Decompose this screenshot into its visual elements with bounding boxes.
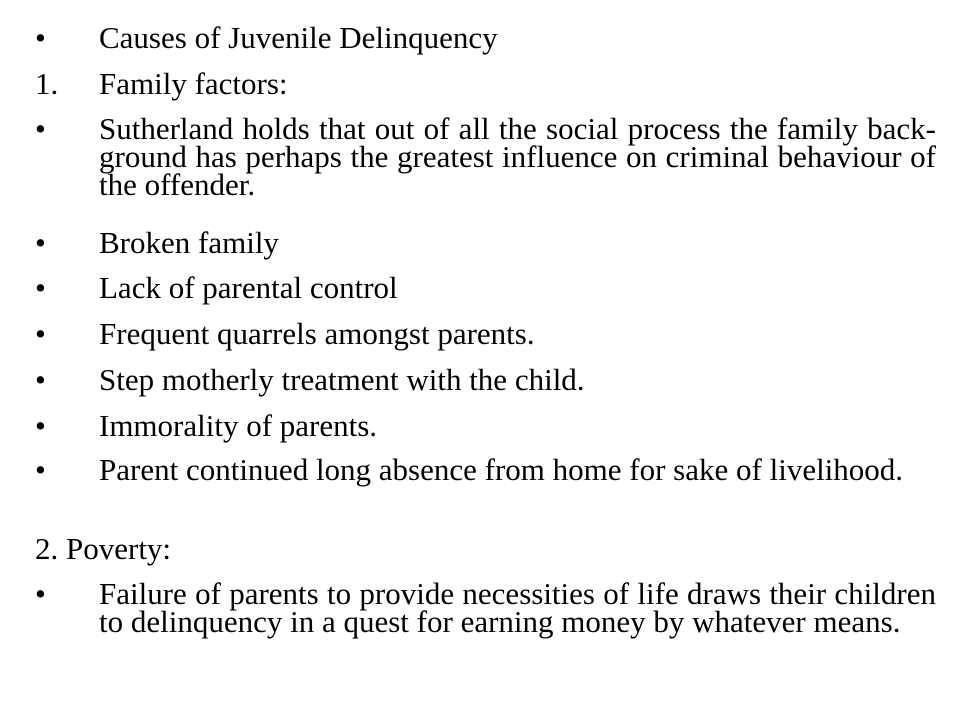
numbered-text: Family factors: [99,66,288,101]
bullet-marker: • [35,20,46,55]
bullet-text: Broken family [99,225,279,260]
bullet-text: Parent continued long absence from home for sake of livelihood. [99,452,904,487]
bullet-marker: • [35,316,46,351]
bullet-marker: • [35,408,46,443]
bullet-text: Failure of parents to provide necessities of life draws their children to delinquency in a quest for earning money by whatever means. [99,576,936,639]
number-marker: 1. [35,66,59,101]
bullet-text: Sutherland holds that out of all the social process the family back-ground has perhaps the greatest influence on criminal behaviour of the offender. [99,111,936,202]
bullet-text: Causes of Juvenile Delinquency [99,20,498,55]
bullet-marker: • [35,576,46,611]
bullet-text: Frequent quarrels amongst parents. [99,316,535,351]
bullet-marker: • [35,270,46,305]
bullet-text: Step motherly treatment with the child. [99,362,585,397]
bullet-marker: • [35,111,46,146]
bullet-marker: • [35,452,46,487]
poverty-heading: 2. Poverty: [35,531,172,566]
bullet-marker: • [35,362,46,397]
bullet-text: Lack of parental control [99,270,398,305]
bullet-marker: • [35,225,46,260]
bullet-text: Immorality of parents. [99,408,378,443]
